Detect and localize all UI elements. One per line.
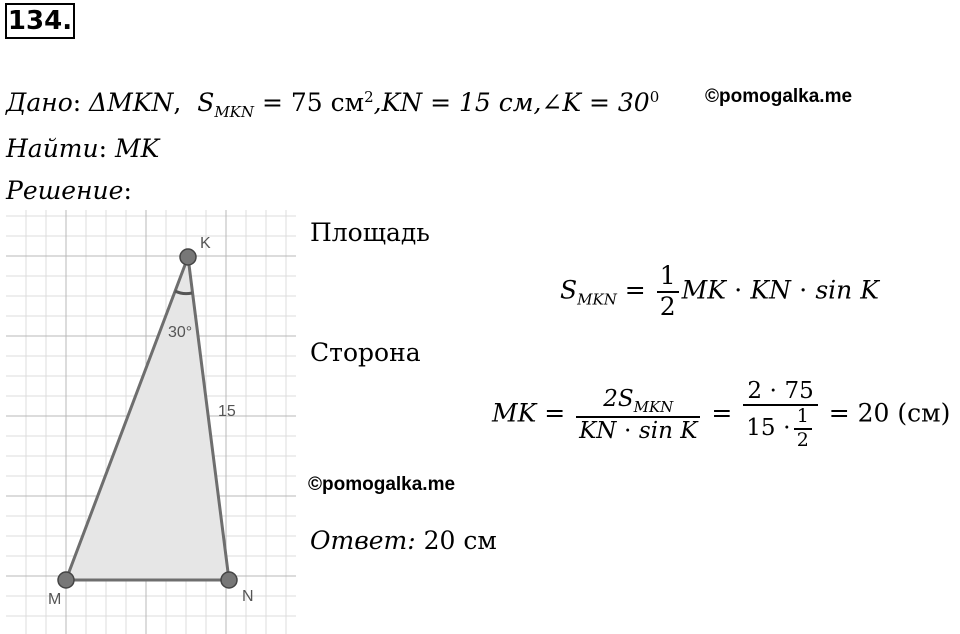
solution-label: Решение <box>6 176 124 205</box>
side-formula-fraction-1 <box>576 386 700 445</box>
f2-den-frac-num: 1 <box>794 406 812 430</box>
f2-den: 15 ⋅ <box>746 415 791 442</box>
given-area-exp: 2 <box>364 88 374 106</box>
find-line: Найти: MK <box>6 134 160 163</box>
find-label: Найти <box>6 134 99 163</box>
label-n: N <box>242 588 254 605</box>
given-side: ,KN = 15 см, <box>373 88 542 117</box>
find-value: MK <box>115 134 160 163</box>
point-k <box>180 249 196 265</box>
f2-den-fraction <box>794 406 812 452</box>
answer-value: 20 см <box>423 526 497 555</box>
answer-line <box>310 526 497 555</box>
point-n <box>221 572 237 588</box>
given-area-symbol: S <box>197 88 215 117</box>
label-m: M <box>48 591 62 608</box>
area-frac-num: 1 <box>657 262 679 293</box>
given-angle: ∠K = 30 <box>541 88 650 117</box>
triangle-figure <box>6 210 296 634</box>
problem-number: 134. <box>5 3 75 39</box>
side-formula-eq2: = <box>703 398 741 428</box>
area-frac-den: 2 <box>659 291 676 321</box>
side-formula <box>492 378 950 452</box>
f1-num-sub: MKN <box>633 397 674 416</box>
given-line: Дано: ΔMKN, $S_{MKN} = 75$ $см^2,KN = 15$ см,∠K = $30^0$ <box>6 88 660 121</box>
label-side: 15 <box>218 403 236 420</box>
given-label: Дано <box>6 88 73 117</box>
given-angle-exp: 0 <box>649 88 660 106</box>
given-area-sub: MKN <box>214 103 255 121</box>
f1-den: KN ⋅ sin K <box>579 417 698 444</box>
f1-num: 2S <box>603 385 634 412</box>
side-heading: Сторона <box>310 338 421 367</box>
area-heading: Площадь <box>310 218 430 247</box>
area-formula-s: S <box>560 275 578 305</box>
watermark-top: ©pomogalka.me <box>705 86 853 107</box>
given-triangle: ΔMKN <box>89 88 174 117</box>
point-m <box>58 572 74 588</box>
label-k: K <box>200 235 211 252</box>
side-formula-fraction-2 <box>743 378 818 452</box>
f2-den-frac-den: 2 <box>796 429 809 452</box>
label-angle: 30° <box>168 324 193 341</box>
area-formula-sub: MKN <box>577 290 617 309</box>
area-formula <box>560 262 879 322</box>
area-formula-eq: = <box>616 275 654 305</box>
side-formula-lhs: MK = <box>492 398 574 428</box>
answer-label: Ответ: <box>310 526 416 555</box>
area-formula-fraction <box>657 262 679 322</box>
area-formula-rest: MK ⋅ KN ⋅ sin K <box>681 275 879 305</box>
given-area-value: = 75 см <box>254 88 365 117</box>
solution-line: Решение: <box>6 176 132 205</box>
triangle-mkn <box>66 257 229 580</box>
side-formula-result: = 20 (см) <box>820 398 951 428</box>
watermark-middle: ©pomogalka.me <box>308 474 456 495</box>
f2-num: 2 ⋅ 75 <box>743 378 818 406</box>
